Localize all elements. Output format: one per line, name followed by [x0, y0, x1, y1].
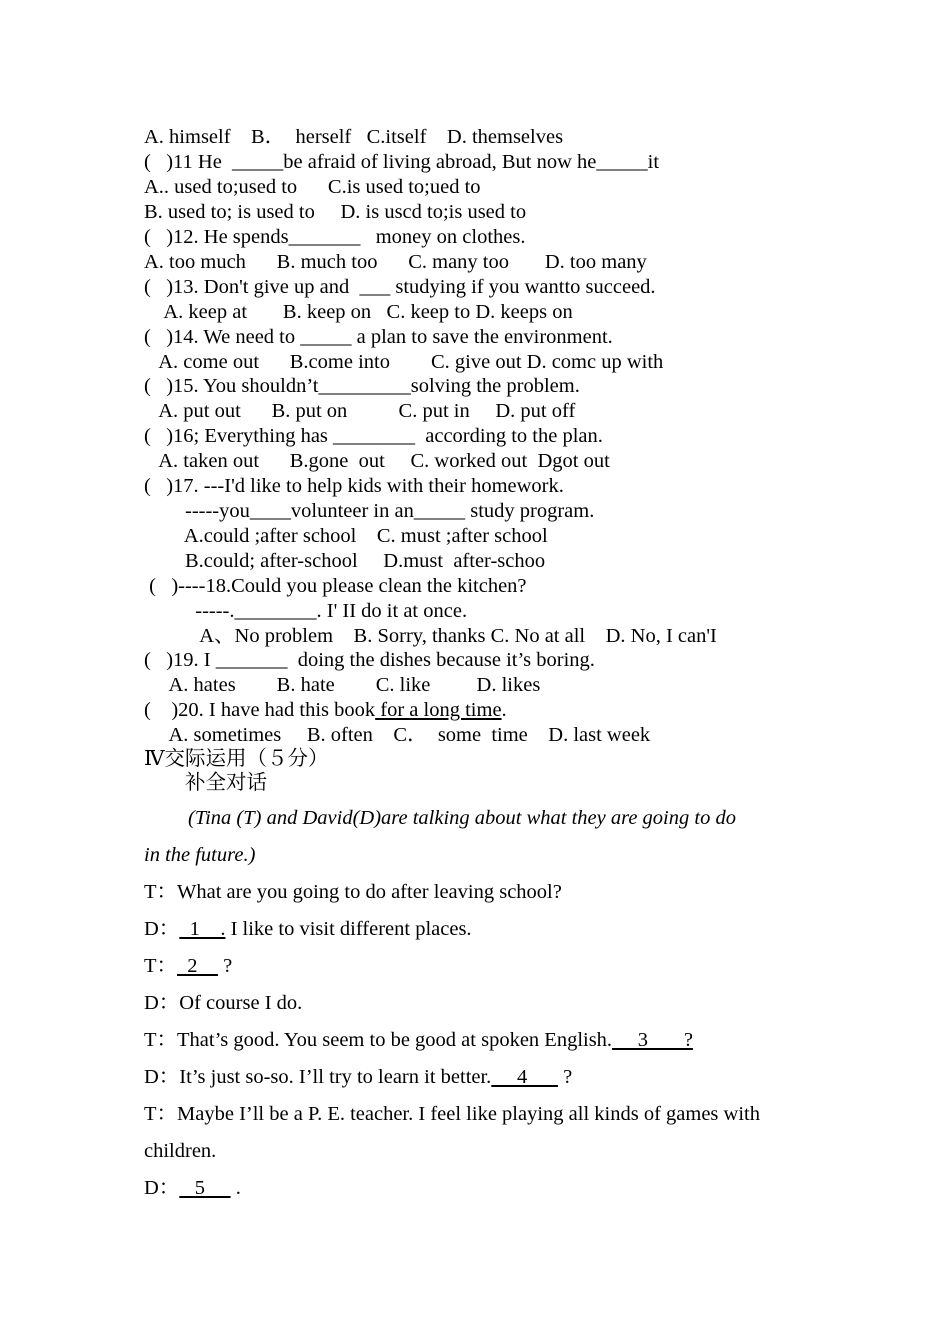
line: -----you____volunteer in an_____ study program.: [144, 500, 595, 522]
dialogue-intro-cont: in the future.): [144, 844, 256, 866]
line: A. put out B. put on C. put in D. put off: [144, 400, 576, 422]
dialogue-text: T：That’s good. You seem to be good at spoken English.: [144, 1029, 613, 1051]
question-15: ( )15. You shouldn’t_________solving the problem.: [144, 375, 580, 397]
question-19: ( )19. I _______ doing the dishes because it’s boring.: [144, 649, 595, 671]
answer-blank-1: 1 .: [179, 918, 226, 940]
speaker: D：: [144, 1177, 180, 1199]
dialogue-text: I like to visit different places.: [225, 918, 472, 940]
line: -----.________. I' II do it at once.: [144, 600, 468, 622]
dialogue-line: [144, 917, 472, 941]
question-18: ( )----18.Could you please clean the kitchen?: [144, 575, 527, 597]
line: A. keep at B. keep on C. keep to D. keeps on: [144, 301, 573, 323]
speaker: D：: [144, 918, 180, 940]
dialogue-line: T：What are you going to do after leaving school?: [144, 881, 562, 903]
dialogue-text: .: [230, 1177, 241, 1199]
question-20: [144, 698, 507, 722]
dialogue-line: D：Of course I do.: [144, 992, 303, 1014]
dialogue-intro: (Tina (T) and David(D)are talking about what they are going to do: [188, 807, 736, 829]
dialogue-text: ?: [557, 1066, 573, 1088]
line: B. used to; is used to D. is uscd to;is used to: [144, 201, 527, 223]
answer-blank-2: 2: [177, 955, 219, 977]
answer-blank-3: 3 ?: [612, 1029, 693, 1051]
line: A. hates B. hate C. like D. likes: [144, 674, 541, 696]
line: A.. used to;used to C.is used to;ued to: [144, 176, 481, 198]
dialogue-line: [144, 1065, 572, 1089]
question-13: ( )13. Don't give up and ___ studying if you wantto succeed.: [144, 276, 656, 298]
q20-text: ( )20. I have had this book: [144, 699, 376, 721]
section-heading: Ⅳ交际运用（５分）: [144, 748, 329, 770]
dialogue-line: [144, 954, 232, 978]
speaker: T：: [144, 955, 178, 977]
answer-blank-4: 4: [491, 1066, 558, 1088]
dialogue-text: D：It’s just so-so. I’ll try to learn it better.: [144, 1066, 492, 1088]
dialogue-line: [144, 1176, 241, 1200]
question-17: ( )17. ---I'd like to help kids with their homework.: [144, 475, 564, 497]
line: B.could; after-school D.must after-schoo: [144, 550, 546, 572]
line: A. too much B. much too C. many too D. too many: [144, 251, 647, 273]
question-16: ( )16; Everything has ________ according to the plan.: [144, 425, 603, 447]
q20-underlined-phrase: for a long time: [375, 699, 502, 721]
dialogue-line: [144, 1028, 693, 1052]
line: A. taken out B.gone out C. worked out Dgot out: [144, 450, 610, 472]
line: A. himself B． herself C.itself D. themselves: [144, 126, 564, 148]
line: A、No problem B. Sorry, thanks C. No at all D. No, I can'I: [144, 625, 717, 647]
section-subheading: 补全对话: [144, 772, 267, 794]
line: A. come out B.come into C. give out D. comc up with: [144, 351, 664, 373]
answer-blank-5: 5: [179, 1177, 231, 1199]
q20-end: .: [501, 699, 507, 721]
question-12: ( )12. He spends_______ money on clothes.: [144, 226, 526, 248]
line: A.could ;after school C. must ;after school: [144, 525, 548, 547]
dialogue-text: ?: [218, 955, 233, 977]
dialogue-line: T：Maybe I’ll be a P. E. teacher. I feel like playing all kinds of games with: [144, 1103, 760, 1125]
line: A. sometimes B. often C． some time D. last week: [144, 724, 651, 746]
question-11: ( )11 He _____be afraid of living abroad, But now he_____it: [144, 151, 660, 173]
question-14: ( )14. We need to _____ a plan to save the environment.: [144, 326, 613, 348]
dialogue-line-cont: children.: [144, 1140, 217, 1162]
